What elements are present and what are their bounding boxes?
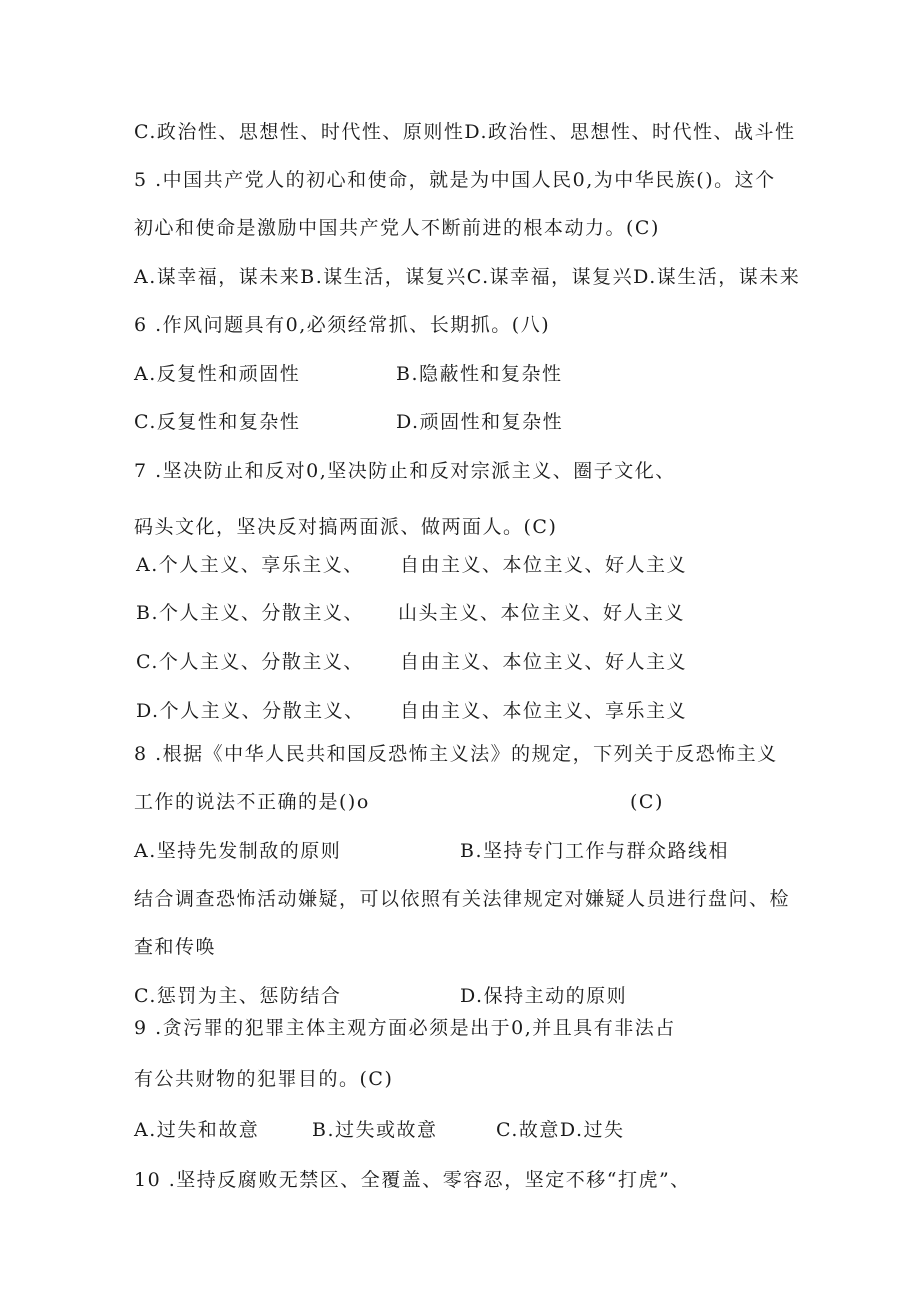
q10-stem-line1: 10 .坚持反腐败无禁区、全覆盖、零容忍，坚定不移“打虎”、 xyxy=(134,1169,691,1191)
q6-option-d: D.顽固性和复杂性 xyxy=(396,411,564,433)
q8-option-d: D.保持主动的原则 xyxy=(460,985,628,1007)
q6-option-b: B.隐蔽性和复杂性 xyxy=(396,363,563,385)
q8-stem-line1: 8 .根据《中华人民共和国反恐怖主义法》的规定，下列关于反恐怖主义 xyxy=(134,743,778,765)
q7-option-a-part1: A.个人主义、享乐主义、 xyxy=(136,554,364,576)
q9-option-a: A.过失和故意 xyxy=(134,1119,260,1141)
q5-stem-line1: 5 .中国共产党人的初心和使命，就是为中国人民0,为中华民族()。这个 xyxy=(134,169,776,191)
q5-stem-line2: 初心和使命是激励中国共产党人不断前进的根本动力。(C) xyxy=(134,217,660,239)
q8-answer: (C) xyxy=(630,791,664,813)
q7-stem-line2: 码头文化，坚决反对搞两面派、做两面人。(C) xyxy=(134,516,558,538)
q9-stem-line2: 有公共财物的犯罪目的。(C) xyxy=(134,1068,394,1090)
q7-option-b-part2: 山头主义、本位主义、好人主义 xyxy=(398,602,686,624)
q8-option-b-line2: 结合调查恐怖活动嫌疑，可以依照有关法律规定对嫌疑人员进行盘问、检 xyxy=(134,888,791,910)
q7-option-a-part2: 自由主义、本位主义、好人主义 xyxy=(400,554,688,576)
q7-option-c-part2: 自由主义、本位主义、好人主义 xyxy=(400,651,688,673)
q8-option-b-line3: 查和传唤 xyxy=(134,936,217,958)
q9-stem-line1: 9 .贪污罪的犯罪主体主观方面必须是出于0,并且具有非法占 xyxy=(134,1017,676,1039)
q8-option-c: C.惩罚为主、惩防结合 xyxy=(134,985,342,1007)
q7-option-b-part1: B.个人主义、分散主义、 xyxy=(136,602,365,624)
q7-stem-line1: 7 .坚决防止和反对0,坚决防止和反对宗派主义、圈子文化、 xyxy=(134,460,676,482)
q6-stem: 6 .作风问题具有0,必须经常抓、长期抓。(八) xyxy=(134,314,551,336)
q8-option-b-line1: B.坚持专门工作与群众路线相 xyxy=(460,840,730,862)
q7-option-c-part1: C.个人主义、分散主义、 xyxy=(136,651,364,673)
q6-option-c: C.反复性和复杂性 xyxy=(134,411,301,433)
q9-option-b: B.过失或故意 xyxy=(312,1119,438,1141)
q8-stem-line2: 工作的说法不正确的是()o xyxy=(134,791,370,813)
q5-options: A.谋幸福，谋未来B.谋生活，谋复兴C.谋幸福，谋复兴D.谋生活，谋未来 xyxy=(134,266,801,288)
q8-option-a: A.坚持先发制敌的原则 xyxy=(134,840,342,862)
q7-option-d-part1: D.个人主义、分散主义、 xyxy=(136,700,365,722)
q7-option-d-part2: 自由主义、本位主义、享乐主义 xyxy=(400,700,688,722)
q4-options-cd: C.政治性、思想性、时代性、原则性D.政治性、思想性、时代性、战斗性 xyxy=(134,121,796,143)
q9-option-cd: C.故意D.过失 xyxy=(496,1119,625,1141)
q6-option-a: A.反复性和顽固性 xyxy=(134,363,301,385)
